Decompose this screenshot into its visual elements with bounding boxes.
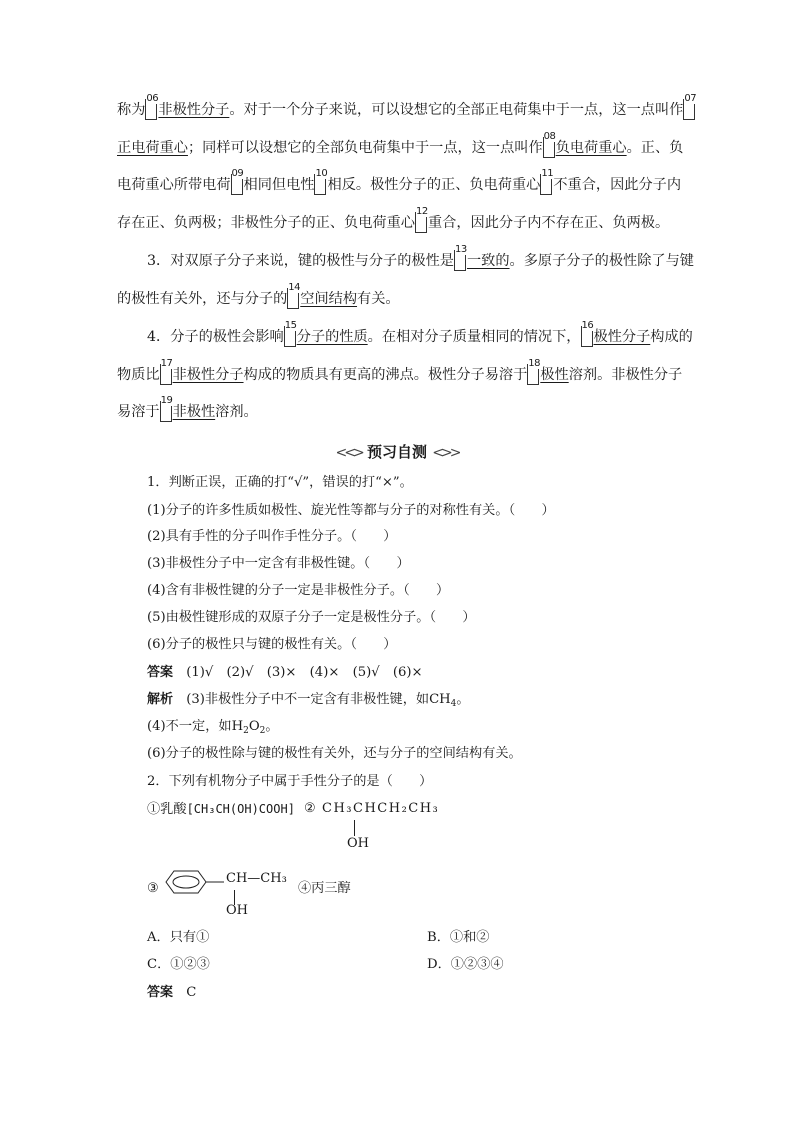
answer-blank: 空间结构 bbox=[300, 290, 358, 307]
q2-option-1: ①乳酸[CH₃CH(OH)COOH] bbox=[147, 802, 295, 817]
q1-item: (2)具有手性的分子叫作手性分子。（ ） bbox=[147, 529, 397, 544]
benzene-ring-icon bbox=[163, 867, 225, 897]
q1-analysis-line: (6)分子的极性除与键的极性有关外，还与分子的空间结构有关。 bbox=[147, 746, 522, 761]
answer-blank: 极性 bbox=[540, 366, 569, 383]
blank-box: 07 bbox=[683, 99, 695, 120]
blank-box: 12 bbox=[415, 212, 427, 233]
answer-blank: 分子的性质 bbox=[296, 329, 368, 345]
blank-box: 15 bbox=[284, 326, 296, 347]
answer-blank: 非极性分子 bbox=[172, 366, 244, 383]
answer-blank: 正电荷重心 bbox=[117, 139, 188, 156]
double-chevron-right-icon: <>> bbox=[432, 445, 459, 461]
answer-blank: 一致的 bbox=[466, 253, 510, 269]
paragraph-polarity-definition: 称为 06 非极性分子。对于一个分子来说，可以设想它的全部正电荷集中于一点，这一点叫作 07 正电荷重心；同样可以设想它的全部负电荷集中于一点，这一点叫作 08 负电荷重心。正、负 电荷重心所带电荷 09 相同但电性 10 相反。极性分子的正、负电荷重心 11 不重合，因此分子内 存在正、负两极；非极性分子的正、负电荷重心 12 重合，因此分子内不存在正、负两极。 bbox=[117, 93, 697, 231]
analysis-label: 解析 bbox=[147, 692, 174, 707]
bond-line bbox=[354, 820, 355, 836]
blank-box: 09 bbox=[231, 174, 243, 195]
answer-blank: 极性分子 bbox=[593, 329, 651, 345]
blank-box: 10 bbox=[314, 174, 326, 195]
answer-blank: 非极性分子 bbox=[158, 102, 230, 118]
blank-box: 08 bbox=[543, 137, 555, 158]
q2-option-2-label: ② bbox=[304, 801, 316, 816]
blank-box: 11 bbox=[540, 174, 552, 195]
q1-item: (3)非极性分子中一定含有非极性键。（ ） bbox=[147, 556, 410, 571]
double-chevron-left-icon: <<> bbox=[335, 445, 362, 461]
choice-d: D．①②③④ bbox=[427, 957, 504, 972]
answer-blank: 负电荷重心 bbox=[555, 139, 627, 156]
q2-answer: 答案 C bbox=[147, 985, 197, 1000]
section-title: <<> 预习自测 <>> bbox=[335, 443, 459, 461]
answer-label: 答案 bbox=[147, 985, 174, 1000]
q2-option-3-label: ③ bbox=[147, 881, 159, 896]
blank-box: 14 bbox=[287, 288, 299, 309]
answer-blank: 非极性 bbox=[172, 404, 216, 420]
choice-a: A．只有① bbox=[147, 930, 210, 945]
structural-formula-butanol: CH₃CHCH₂CH₃ bbox=[322, 801, 440, 816]
hydroxyl-label: OH bbox=[226, 903, 248, 918]
q2-option-4: ④丙三醇 bbox=[298, 881, 351, 896]
q1-item: (5)由极性键形成的双原子分子一定是极性分子。（ ） bbox=[147, 610, 476, 625]
q1-analysis-line: (4)不一定，如$H_2O_2$。 bbox=[147, 719, 279, 736]
blank-box: 17 bbox=[160, 364, 172, 385]
question-1-stem: 1．判断正误，正确的打“√”，错误的打“×”。 bbox=[147, 475, 413, 490]
blank-box: 06 bbox=[145, 99, 157, 120]
structural-formula-phenylethanol: CH—CH₃ bbox=[226, 871, 287, 886]
question-2-stem: 2．下列有机物分子中属于手性分子的是（ ） bbox=[147, 774, 433, 789]
answer-label: 答案 bbox=[147, 665, 174, 680]
blank-box: 18 bbox=[527, 364, 539, 385]
q1-analysis: 解析 (3)非极性分子中不一定含有非极性键，如$CH_4$。 bbox=[147, 692, 470, 709]
blank-box: 19 bbox=[160, 401, 172, 422]
q1-item: (6)分子的极性只与键的极性有关。（ ） bbox=[147, 637, 397, 652]
choice-b: B．①和② bbox=[427, 930, 490, 945]
hydroxyl-label: OH bbox=[347, 836, 369, 851]
q1-item: (1)分子的许多性质如极性、旋光性等都与分子的对称性有关。（ ） bbox=[147, 503, 555, 518]
paragraph-item-3: 3．对双原子分子来说，键的极性与分子的极性是 13 一致的。多原子分子的极性除了与键 的极性有关外，还与分子的 14 空间结构有关。 bbox=[117, 244, 694, 307]
choice-c: C．①②③ bbox=[147, 957, 210, 972]
q1-item: (4)含有非极性键的分子一定是非极性分子。（ ） bbox=[147, 583, 450, 598]
q1-answer: 答案 (1)√ (2)√ (3)× (4)× (5)√ (6)× bbox=[147, 665, 423, 680]
blank-box: 16 bbox=[581, 326, 593, 347]
blank-box: 13 bbox=[454, 250, 466, 271]
paragraph-item-4: 4．分子的极性会影响 15 分子的性质。在相对分子质量相同的情况下， 16 极性分子构成的 物质比 17 非极性分子构成的物质具有更高的沸点。极性分子易溶于 18 极性溶剂。非极性分子 易溶于 19 非极性溶剂。 bbox=[117, 320, 693, 420]
